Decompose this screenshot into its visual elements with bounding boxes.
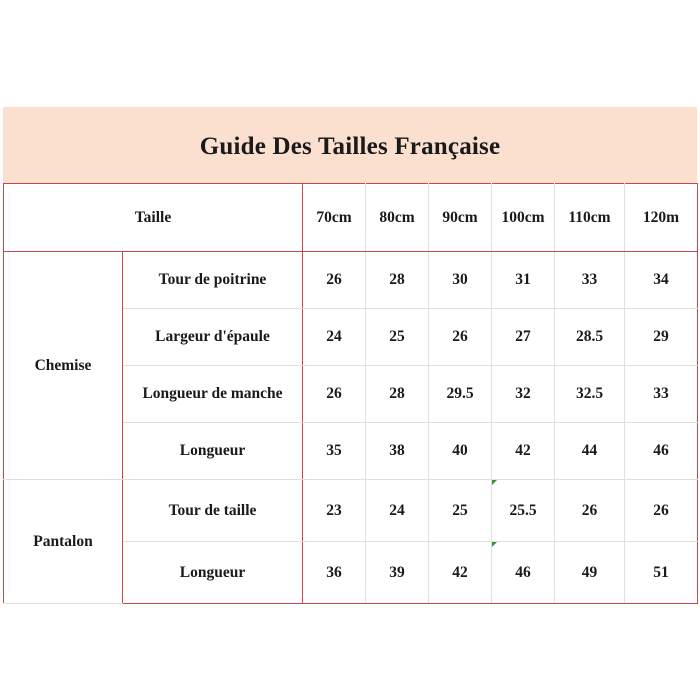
table-cell: 31 bbox=[492, 252, 555, 309]
size-header: 70cm bbox=[303, 184, 366, 252]
table-cell bbox=[492, 480, 555, 542]
table-cell: 32 bbox=[492, 366, 555, 423]
measure-label: Longueur bbox=[123, 423, 303, 480]
table-cell: 24 bbox=[303, 309, 366, 366]
table-cell-value: 25.5 bbox=[509, 501, 537, 519]
table-cell bbox=[492, 542, 555, 604]
measure-label: Tour de poitrine bbox=[123, 252, 303, 309]
table-cell: 39 bbox=[366, 542, 429, 604]
table-cell: 34 bbox=[625, 252, 698, 309]
measure-label: Longueur de manche bbox=[123, 366, 303, 423]
table-cell: 28 bbox=[366, 366, 429, 423]
table-cell: 38 bbox=[366, 423, 429, 480]
table-cell: 51 bbox=[625, 542, 698, 604]
table-cell: 29.5 bbox=[429, 366, 492, 423]
table-cell: 24 bbox=[366, 480, 429, 542]
table-cell: 40 bbox=[429, 423, 492, 480]
size-guide-sheet bbox=[3, 107, 697, 604]
table-cell: 26 bbox=[625, 480, 698, 542]
page-title: Guide Des Tailles Française bbox=[199, 133, 501, 160]
group-label-chemise: Chemise bbox=[4, 252, 123, 480]
table-cell: 42 bbox=[429, 542, 492, 604]
table-cell: 25 bbox=[366, 309, 429, 366]
table-cell: 27 bbox=[492, 309, 555, 366]
measure-label: Longueur bbox=[123, 542, 303, 604]
table-cell: 32.5 bbox=[555, 366, 625, 423]
table-cell: 35 bbox=[303, 423, 366, 480]
group-label-pantalon: Pantalon bbox=[4, 480, 123, 604]
measure-label: Largeur d'épaule bbox=[123, 309, 303, 366]
table-cell: 25 bbox=[429, 480, 492, 542]
size-table bbox=[3, 183, 698, 604]
header-row bbox=[4, 184, 698, 252]
table-cell-value: 46 bbox=[515, 563, 531, 581]
table-row bbox=[4, 480, 698, 542]
table-cell: 42 bbox=[492, 423, 555, 480]
table-cell: 26 bbox=[429, 309, 492, 366]
header-label: Taille bbox=[4, 184, 303, 252]
table-cell: 49 bbox=[555, 542, 625, 604]
title-band bbox=[3, 107, 697, 183]
table-cell: 29 bbox=[625, 309, 698, 366]
table-cell: 26 bbox=[555, 480, 625, 542]
table-cell: 28 bbox=[366, 252, 429, 309]
table-row bbox=[4, 252, 698, 309]
table-cell: 33 bbox=[555, 252, 625, 309]
table-cell: 28.5 bbox=[555, 309, 625, 366]
table-cell: 26 bbox=[303, 366, 366, 423]
table-cell: 30 bbox=[429, 252, 492, 309]
size-header: 90cm bbox=[429, 184, 492, 252]
table-cell: 33 bbox=[625, 366, 698, 423]
size-header: 110cm bbox=[555, 184, 625, 252]
cell-marker-icon bbox=[492, 542, 497, 547]
table-cell: 23 bbox=[303, 480, 366, 542]
table-cell: 36 bbox=[303, 542, 366, 604]
table-cell: 46 bbox=[625, 423, 698, 480]
measure-label: Tour de taille bbox=[123, 480, 303, 542]
table-cell: 44 bbox=[555, 423, 625, 480]
table-cell: 26 bbox=[303, 252, 366, 309]
size-header: 80cm bbox=[366, 184, 429, 252]
cell-marker-icon bbox=[492, 480, 497, 485]
size-header: 100cm bbox=[492, 184, 555, 252]
size-header: 120m bbox=[625, 184, 698, 252]
